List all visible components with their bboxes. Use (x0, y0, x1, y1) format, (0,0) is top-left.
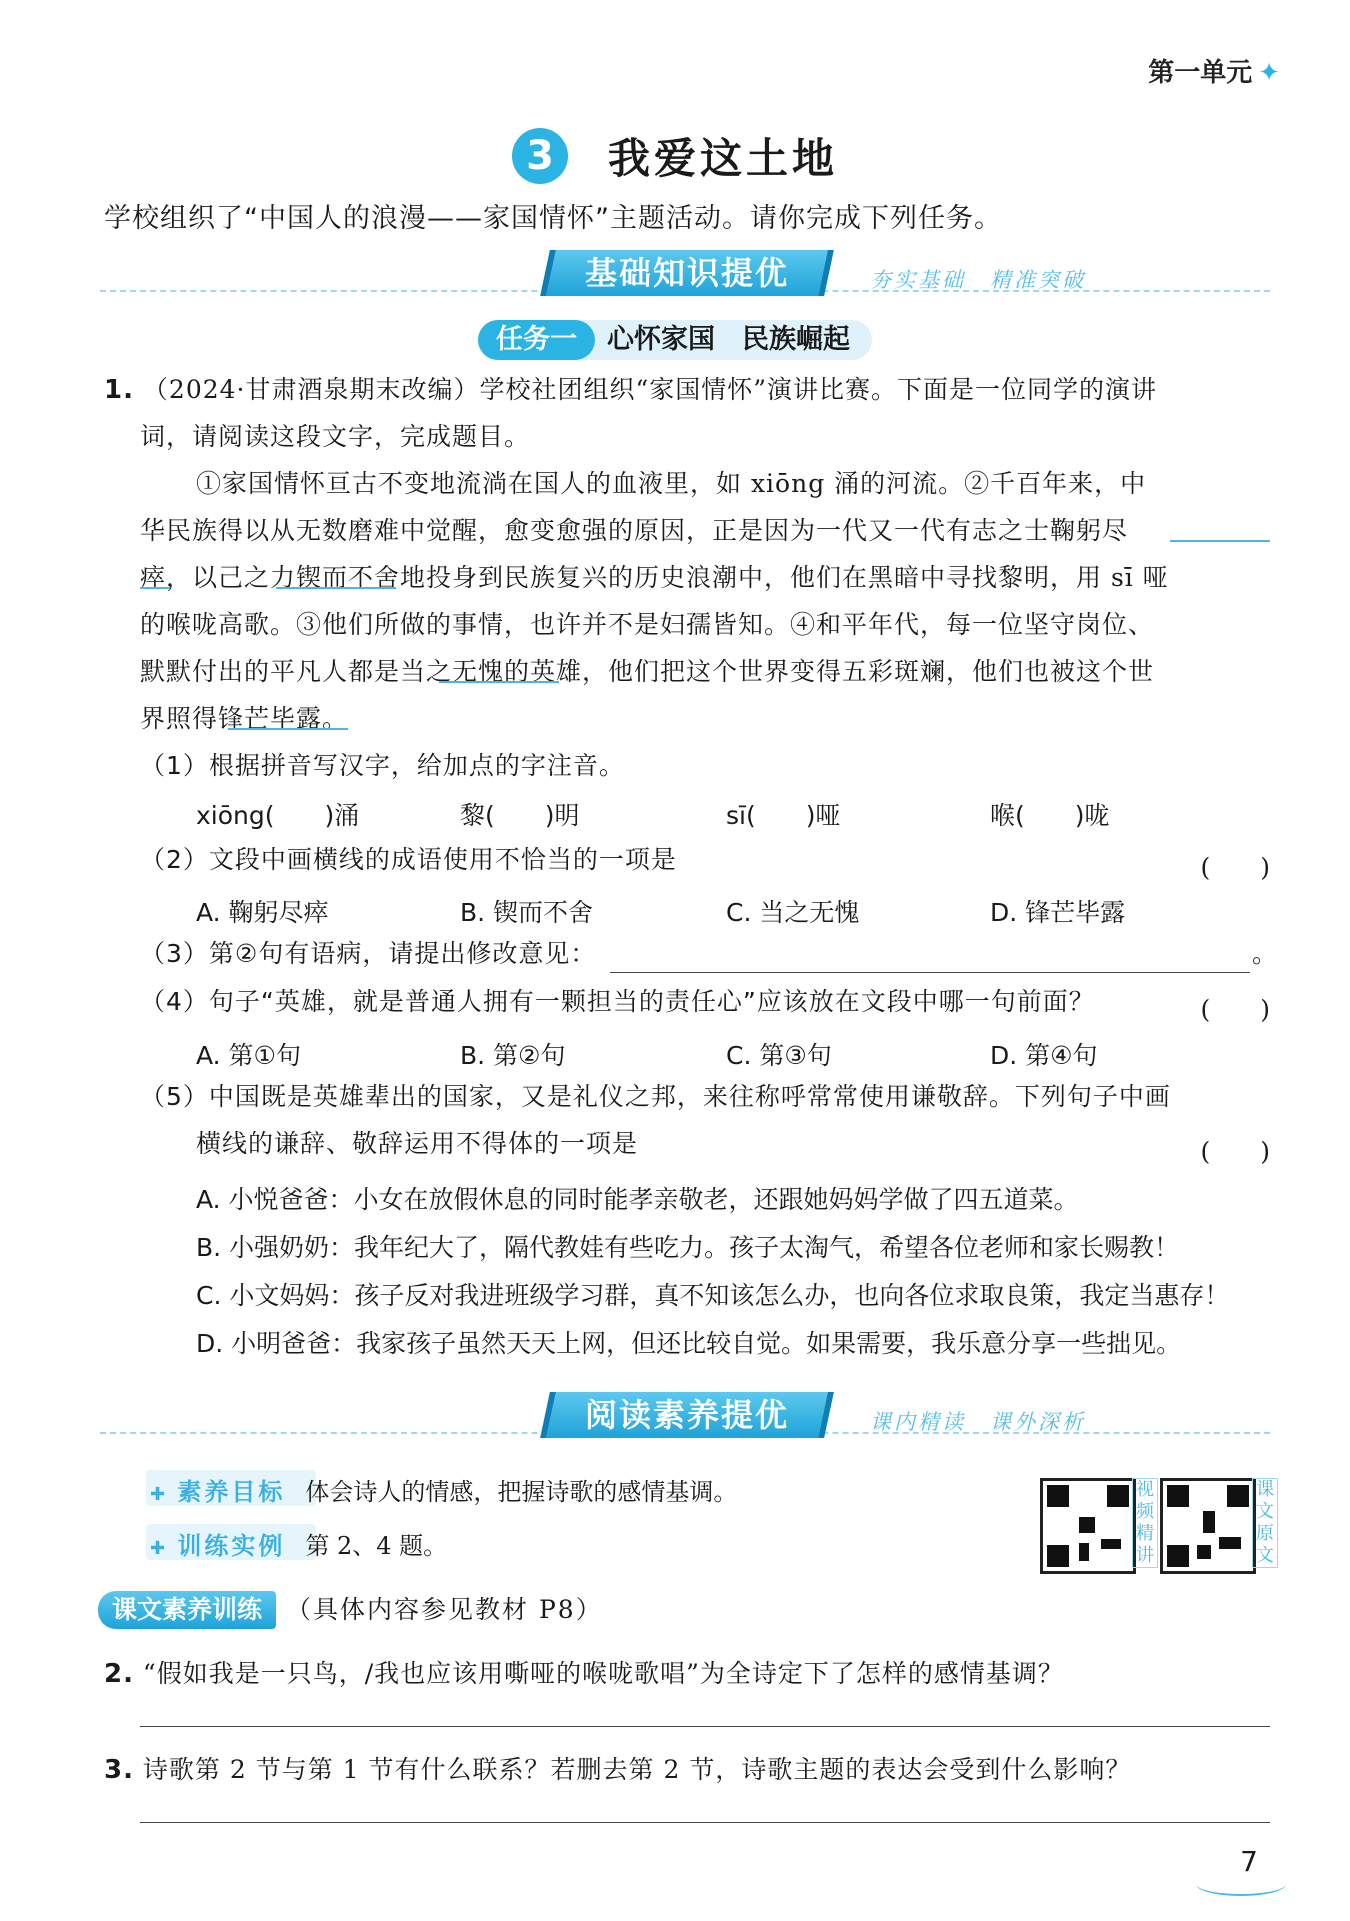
sub3-end: 。 (1252, 939, 1279, 968)
task-title: 心怀家国 民族崛起 (607, 324, 850, 355)
sparkle-icon: ✦ (1258, 58, 1280, 88)
option-b[interactable]: B. 小强奶奶：我年纪大了，隔代教娃有些吃力。孩子太淘气，希望各位老师和家长赐教！ (196, 1233, 1180, 1262)
answer-paren[interactable]: ( ) (1200, 853, 1270, 882)
goal-row: ✚ 素养目标 体会诗人的情感，把握诗歌的感情基调。 (150, 1472, 737, 1507)
section-banner-basics (100, 250, 1270, 310)
option-c[interactable]: C. 小文妈妈：孩子反对我进班级学习群，真不知该怎么办，也向各位求取良策，我定当惠存！ (196, 1281, 1230, 1310)
option-d[interactable]: D. 锋芒毕露 (990, 898, 1126, 927)
option-d[interactable]: D. 第④句 (990, 1041, 1098, 1070)
unit-label: 第一单元 ✦ (1148, 58, 1280, 88)
textbook-training-label: 课文素养训练 (98, 1591, 276, 1629)
fill-blank[interactable]: 黎( )明 (460, 801, 580, 830)
q1-sub5-line1: （5）中国既是英雄辈出的国家，又是礼仪之邦，来往称呼常常使用谦敬辞。下列句子中画 (140, 1082, 1171, 1111)
section-banner-reading (100, 1392, 1270, 1452)
lesson-number-badge: 3 (512, 128, 568, 184)
option-c[interactable]: C. 当之无愧 (726, 898, 860, 927)
idiom-underline (1170, 540, 1270, 542)
qr-caption: 视频精讲 (1132, 1478, 1158, 1568)
q3-question: 3. 诗歌第 2 节与第 1 节有什么联系？若删去第 2 节，诗歌主题的表达会受到什么影响？ (104, 1755, 1132, 1785)
option-d[interactable]: D. 小明爸爸：我家孩子虽然天天上网，但还比较自觉。如果需要，我乐意分享一些拙见。 (196, 1329, 1182, 1358)
q1-para-line: 默默付出的平凡人都是当之无愧的英雄，他们把这个世界变得五彩斑斓，他们也被这个世 (140, 657, 1155, 686)
idiom-underline (439, 681, 559, 683)
answer-line[interactable] (140, 1726, 1270, 1727)
section-subtitle: 课内精读 课外深析 (870, 1410, 1086, 1434)
fill-blank[interactable]: 喉( )咙 (990, 801, 1110, 830)
qr-caption: 课文原文 (1252, 1478, 1278, 1568)
q1-stem-line1: 1. （2024·甘肃酒泉期末改编）学校社团组织“家国情怀”演讲比赛。下面是一位同学的演讲 (104, 375, 1158, 405)
lesson-heading (0, 126, 1350, 186)
fill-blank[interactable]: xiōng( )涌 (196, 801, 360, 830)
option-c[interactable]: C. 第③句 (726, 1041, 832, 1070)
q1-sub2: （2）文段中画横线的成语使用不恰当的一项是 (140, 845, 677, 874)
option-b[interactable]: B. 第②句 (460, 1041, 566, 1070)
task-label: 任务一 (478, 320, 595, 360)
option-b[interactable]: B. 锲而不舍 (460, 898, 594, 927)
section-label: 基础知识提优 (540, 250, 834, 296)
page-number-arc (1196, 1872, 1286, 1896)
q1-stem-line2: 词，请阅读这段文字，完成题目。 (140, 422, 531, 451)
task-banner (0, 320, 1350, 360)
section-subtitle: 夯实基础 精准突破 (870, 268, 1086, 292)
answer-line[interactable] (140, 1822, 1270, 1823)
section-label: 阅读素养提优 (540, 1392, 834, 1438)
option-a[interactable]: A. 第①句 (196, 1041, 301, 1070)
fill-blank[interactable]: sī( )哑 (726, 801, 841, 830)
q1-para-line: 的喉咙高歌。③他们所做的事情，也许并不是妇孺皆知。④和平年代，每一位坚守岗位、 (140, 610, 1155, 639)
intro-text: 学校组织了“中国人的浪漫——家国情怀”主题活动。请你完成下列任务。 (104, 203, 1002, 234)
answer-line[interactable] (610, 972, 1250, 973)
option-a[interactable]: A. 小悦爸爸：小女在放假休息的同时能孝亲敬老，还跟她妈妈学做了四五道菜。 (196, 1185, 1079, 1214)
q1-sub4: （4）句子“英雄，就是普通人拥有一颗担当的责任心”应该放在文段中哪一句前面？ (140, 987, 1095, 1016)
textbook-training-banner (98, 1590, 603, 1629)
q1-para-line: 华民族得以从无数磨难中觉醒，愈变愈强的原因，正是因为一代又一代有志之士鞠躬尽 (140, 516, 1129, 545)
answer-paren[interactable]: ( ) (1200, 995, 1270, 1024)
lesson-title: 我爱这土地 (607, 134, 838, 183)
option-a[interactable]: A. 鞠躬尽瘁 (196, 898, 329, 927)
textbook-ref: （具体内容参见教材 P8） (286, 1595, 603, 1624)
q2-question: 2. “假如我是一只鸟，/我也应该用嘶哑的喉咙歌唱”为全诗定下了怎样的感情基调？ (104, 1659, 1064, 1689)
answer-paren[interactable]: ( ) (1200, 1137, 1270, 1166)
page-number: 7 (1240, 1845, 1258, 1878)
idiom-underline (276, 587, 396, 589)
q1-sub3: （3）第②句有语病，请提出修改意见： (140, 939, 597, 968)
q1-para-line: 界照得锋芒毕露。 (140, 704, 349, 733)
idiom-underline (228, 728, 348, 730)
idiom-underline (140, 587, 170, 589)
qr-code-icon[interactable] (1160, 1478, 1256, 1574)
qr-code-icon[interactable] (1040, 1478, 1136, 1574)
goal-row: ✚ 训练实例 第 2、4 题。 (150, 1526, 447, 1561)
q1-para-line: 瘁，以己之力锲而不舍地投身到民族复兴的历史浪潮中，他们在黑暗中寻找黎明，用 sī 哑 (140, 563, 1169, 592)
q1-sub1: （1）根据拼音写汉字，给加点的字注音。 (140, 751, 625, 780)
q1-sub5-line2: 横线的谦辞、敬辞运用不得体的一项是 (196, 1129, 639, 1158)
q1-para-line: ①家国情怀亘古不变地流淌在国人的血液里，如 xiōng 涌的河流。②千百年来，中 (196, 469, 1147, 498)
